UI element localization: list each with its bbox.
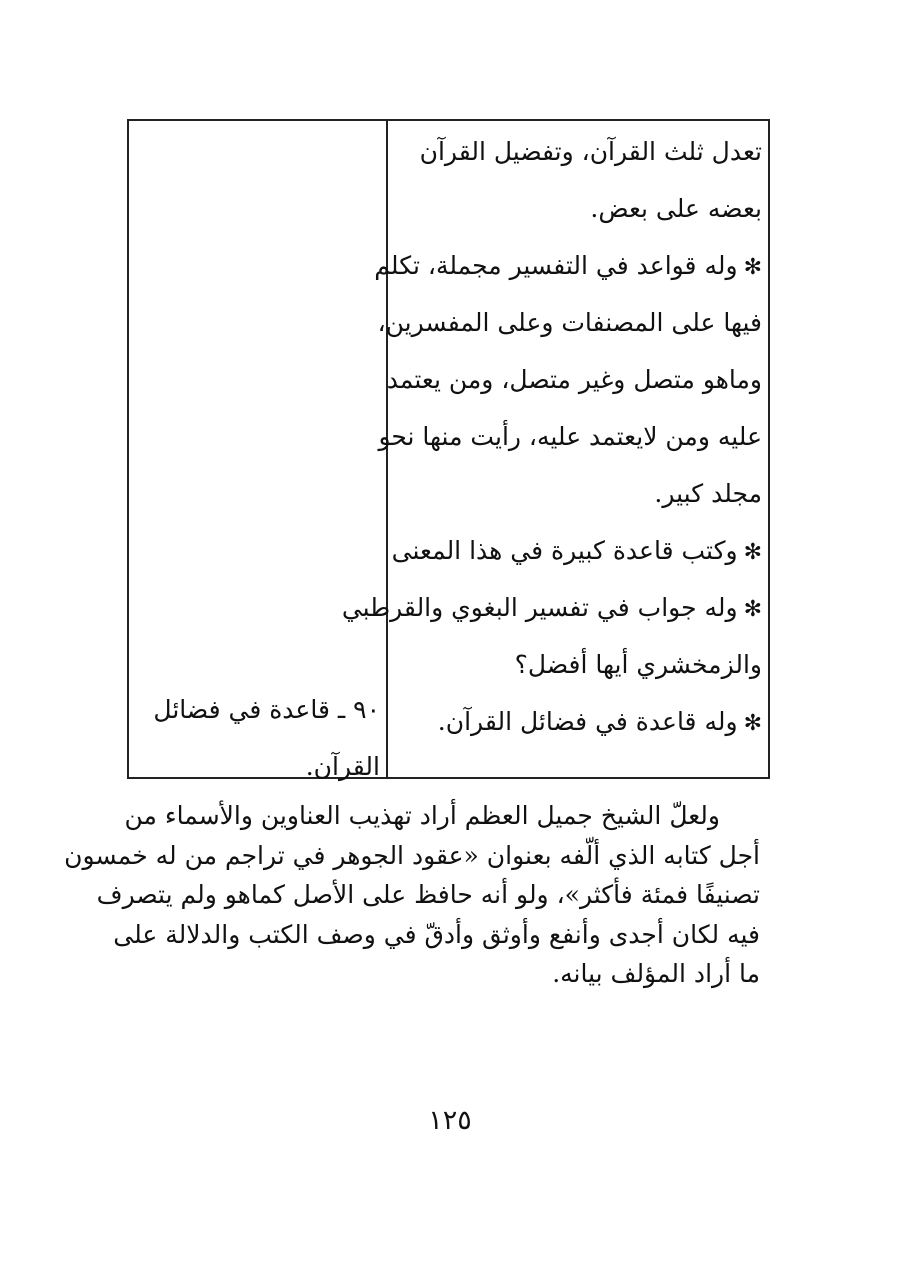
entry-line: القرآن.	[305, 752, 380, 781]
table-line-text: وكتب قاعدة كبيرة في هذا المعنى	[391, 536, 738, 565]
body-paragraph	[64, 796, 760, 994]
left-column	[129, 121, 386, 781]
table-line: فيها على المصنفات وعلى المفسرين،	[377, 308, 762, 337]
two-column-table	[127, 119, 770, 779]
table-line	[374, 237, 762, 294]
table-line	[392, 522, 762, 579]
table-line: بعضه على بعض.	[590, 194, 762, 223]
star-icon: ✻	[743, 255, 762, 280]
page-number: ١٢٥	[428, 1105, 472, 1136]
paragraph-line: أجل كتابه الذي ألّفه بعنوان «عقود الجوهر في تراجم من له خمسون	[64, 840, 760, 870]
table-line: والزمخشري أيها أفضل؟	[514, 650, 762, 679]
table-line-text: وله قاعدة في فضائل القرآن.	[437, 707, 738, 736]
star-icon: ✻	[743, 597, 762, 622]
entry-line: ٩٠ ـ قاعدة في فضائل	[153, 695, 380, 724]
paragraph-line: تصنيفًا فمئة فأكثر»، ولو أنه حافظ على الأصل كماهو ولم يتصرف	[96, 880, 760, 909]
right-column	[341, 121, 768, 777]
table-line: تعدل ثلث القرآن، وتفضيل القرآن	[419, 137, 762, 166]
table-line-text: وله قواعد في التفسير مجملة، تكلم	[374, 251, 738, 280]
paragraph-line: ولعلّ الشيخ جميل العظم أراد تهذيب العناوين والأسماء من	[124, 801, 720, 830]
table-line: عليه ومن لايعتمد عليه، رأيت منها نحو	[378, 422, 762, 451]
table-line: مجلد كبير.	[654, 479, 762, 508]
paragraph-line: فيه لكان أجدى وأنفع وأوثق وأدقّ في وصف الكتب والدلالة على	[113, 919, 760, 949]
star-icon: ✻	[743, 540, 762, 565]
table-line: وماهو متصل وغير متصل، ومن يعتمد	[386, 365, 762, 394]
table-line	[341, 579, 762, 636]
table-line	[392, 693, 762, 750]
table-line-text: وله جواب في تفسير البغوي والقرطبي	[341, 593, 738, 622]
paragraph-line: ما أراد المؤلف بيانه.	[552, 959, 760, 988]
star-icon: ✻	[743, 711, 762, 736]
